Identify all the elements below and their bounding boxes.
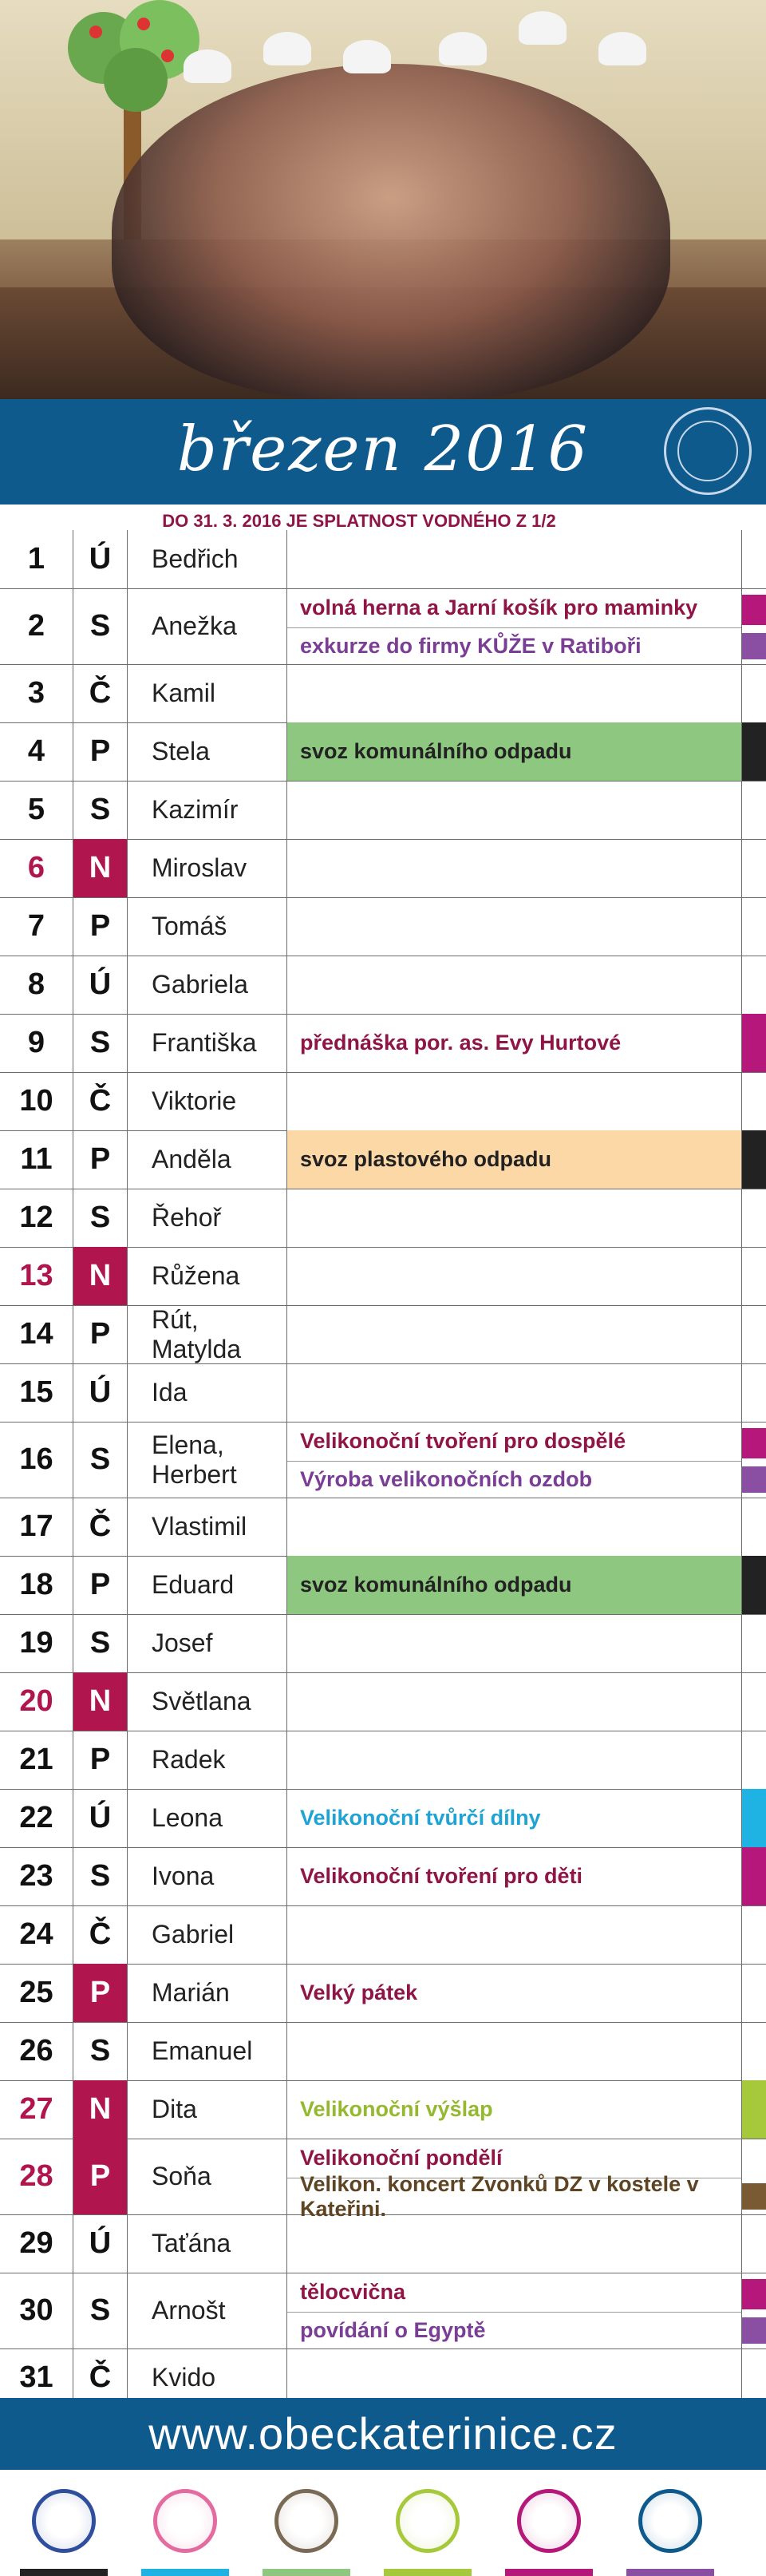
name-day: Gabriel: [128, 1905, 287, 1964]
weekday-letter: Č: [73, 1905, 128, 1964]
calendar-row: [0, 956, 766, 1015]
events-cell: [287, 1556, 742, 1614]
month-title: březen 2016: [176, 414, 590, 485]
events-cell: [287, 1964, 742, 2022]
logo-shape: [153, 2489, 217, 2553]
calendar-event: svoz komunálního odpadu: [287, 722, 741, 781]
school-logo-icon: [145, 2481, 225, 2561]
category-swatch: [742, 2279, 766, 2309]
name-day: Elena, Herbert: [128, 1422, 287, 1498]
weekday-letter: S: [73, 1189, 128, 1247]
category-color-cell: [742, 2139, 766, 2214]
events-cell: [287, 1672, 742, 1731]
name-day: Radek: [128, 1731, 287, 1789]
category-color-cell: [742, 1731, 766, 1789]
day-number: 4: [0, 722, 73, 781]
weekday-letter: Ú: [73, 956, 128, 1014]
day-number: 18: [0, 1556, 73, 1614]
category-color-cell: [742, 2080, 766, 2139]
day-number: 3: [0, 664, 73, 722]
name-day: Kvido: [128, 2348, 287, 2407]
weekday-letter: P: [73, 1731, 128, 1789]
weekday-letter: S: [73, 781, 128, 839]
category-color-cell: [742, 2214, 766, 2273]
category-color-cell: [742, 1247, 766, 1305]
calendar-row: [0, 897, 766, 956]
category-color-cell: [742, 839, 766, 897]
weekday-letter: S: [73, 1614, 128, 1672]
calendar-row: [0, 1247, 766, 1306]
day-number: 24: [0, 1905, 73, 1964]
calendar-row: [0, 2273, 766, 2349]
weekday-letter: P: [73, 1964, 128, 2022]
day-number: 14: [0, 1305, 73, 1363]
calendar-row: [0, 1789, 766, 1848]
category-color-cell: [742, 2022, 766, 2080]
calendar-row: [0, 722, 766, 782]
events-cell: [287, 1130, 742, 1189]
calendar-event: Velikonoční tvoření pro děti: [300, 1864, 583, 1888]
category-color-cell: [742, 1789, 766, 1847]
name-day: Dita: [128, 2080, 287, 2139]
day-number: 26: [0, 2022, 73, 2080]
calendar-row: [0, 1498, 766, 1557]
events-cell: [287, 722, 742, 781]
calendar-row: [0, 1614, 766, 1673]
chef-hat-icon: [343, 40, 391, 73]
calendar-row: [0, 2139, 766, 2221]
day-number: 25: [0, 1964, 73, 2022]
calendar-event: svoz komunálního odpadu: [287, 1556, 741, 1614]
day-number: 21: [0, 1731, 73, 1789]
name-day: Eduard: [128, 1556, 287, 1614]
weekday-letter: Ú: [73, 2214, 128, 2273]
events-cell: [287, 897, 742, 956]
events-cell: [287, 664, 742, 722]
weekday-letter: Ú: [73, 1789, 128, 1847]
weekday-letter: Č: [73, 1498, 128, 1556]
water-fee-notice: DO 31. 3. 2016 JE SPLATNOST VODNÉHO Z 1/2: [162, 511, 556, 531]
events-cell: [287, 1905, 742, 1964]
municipality-seal-icon: [664, 407, 752, 495]
day-number: 1: [0, 530, 73, 588]
category-color-cell: [742, 530, 766, 588]
weekday-letter: N: [73, 839, 128, 897]
category-color-cell: [742, 1964, 766, 2022]
category-color-cell: [742, 781, 766, 839]
calendar-event: Výroba velikonočních ozdob: [300, 1467, 593, 1491]
calendar-row: [0, 1072, 766, 1131]
name-day: Gabriela: [128, 956, 287, 1014]
events-cell: [287, 2273, 742, 2348]
name-day: Anežka: [128, 588, 287, 664]
calendar-row: [0, 1422, 766, 1498]
calendar-row: [0, 1672, 766, 1731]
calendar-event: tělocvična: [287, 2273, 741, 2313]
partner-logos: [0, 2470, 766, 2576]
logo-shape: [274, 2489, 338, 2553]
logo-color-bar: [505, 2569, 593, 2576]
name-day: Kamil: [128, 664, 287, 722]
name-day: Stela: [128, 722, 287, 781]
calendar-row: [0, 588, 766, 665]
name-day: Ivona: [128, 1847, 287, 1905]
category-color-cell: [742, 1672, 766, 1731]
logo-color-bar: [626, 2569, 714, 2576]
day-number: 10: [0, 1072, 73, 1130]
weekday-letter: N: [73, 1672, 128, 1731]
day-number: 17: [0, 1498, 73, 1556]
weekday-letter: Č: [73, 664, 128, 722]
category-color-cell: [742, 1130, 766, 1189]
calendar-row: [0, 1731, 766, 1790]
day-number: 28: [0, 2139, 73, 2214]
category-color-cell: [742, 1556, 766, 1614]
day-number: 22: [0, 1789, 73, 1847]
category-swatch: [742, 1466, 766, 1493]
category-color-cell: [742, 1422, 766, 1498]
category-swatch: [742, 633, 766, 659]
name-day: Soňa: [128, 2139, 287, 2214]
category-swatch: [742, 722, 766, 781]
name-day: Leona: [128, 1789, 287, 1847]
weekday-letter: Č: [73, 1072, 128, 1130]
day-number: 5: [0, 781, 73, 839]
day-number: 27: [0, 2080, 73, 2139]
name-day: Rút, Matylda: [128, 1305, 287, 1363]
weekday-letter: P: [73, 1305, 128, 1363]
name-day: Světlana: [128, 1672, 287, 1731]
name-day: Miroslav: [128, 839, 287, 897]
day-number: 15: [0, 1363, 73, 1422]
calendar-row: [0, 664, 766, 723]
chef-hat-icon: [598, 32, 646, 65]
name-day: Viktorie: [128, 1072, 287, 1130]
events-cell: [287, 781, 742, 839]
chef-hat-icon: [519, 11, 567, 45]
events-cell: [287, 1422, 742, 1498]
name-day: Marián: [128, 1964, 287, 2022]
events-cell: [287, 2022, 742, 2080]
day-number: 29: [0, 2214, 73, 2273]
name-day: Emanuel: [128, 2022, 287, 2080]
calendar-row: [0, 1905, 766, 1965]
coat-of-arms-icon: [24, 2481, 104, 2561]
chef-hat-icon: [439, 32, 487, 65]
events-cell: [287, 588, 742, 664]
weekday-letter: Ú: [73, 530, 128, 588]
category-swatch: [742, 2317, 766, 2344]
category-color-cell: [742, 2273, 766, 2348]
logo-color-bar: [384, 2569, 472, 2576]
chef-hat-icon: [184, 49, 231, 83]
day-number: 19: [0, 1614, 73, 1672]
category-color-cell: [742, 1498, 766, 1556]
weekday-letter: P: [73, 1556, 128, 1614]
name-day: Ida: [128, 1363, 287, 1422]
name-day: Arnošt: [128, 2273, 287, 2348]
events-cell: [287, 1847, 742, 1905]
name-day: Vlastimil: [128, 1498, 287, 1556]
name-day: Růžena: [128, 1247, 287, 1305]
weekday-letter: S: [73, 1014, 128, 1072]
calendar-row: [0, 1130, 766, 1189]
weekday-letter: S: [73, 588, 128, 664]
mother-center-logo-icon: [509, 2481, 589, 2561]
category-color-cell: [742, 1014, 766, 1072]
events-cell: [287, 1789, 742, 1847]
day-number: 13: [0, 1247, 73, 1305]
calendar-row: [0, 1363, 766, 1423]
category-color-cell: [742, 588, 766, 664]
events-cell: [287, 1305, 742, 1363]
month-header: [0, 399, 766, 505]
name-day: Taťána: [128, 2214, 287, 2273]
calendar-event: Velikonoční tvůrčí dílny: [300, 1806, 541, 1830]
weekday-letter: Ú: [73, 1363, 128, 1422]
weekday-letter: S: [73, 2022, 128, 2080]
calendar-event: přednáška por. as. Evy Hurtové: [300, 1031, 622, 1055]
day-number: 30: [0, 2273, 73, 2348]
events-cell: [287, 1498, 742, 1556]
weekday-letter: S: [73, 1847, 128, 1905]
day-number: 12: [0, 1189, 73, 1247]
day-number: 6: [0, 839, 73, 897]
calendar-event: povídání o Egyptě: [300, 2318, 486, 2342]
day-number: 11: [0, 1130, 73, 1189]
logo-color-bar: [263, 2569, 350, 2576]
name-day: Josef: [128, 1614, 287, 1672]
calendar-row: [0, 1014, 766, 1073]
day-number: 31: [0, 2348, 73, 2407]
calendar-row: [0, 1305, 766, 1364]
name-day: Řehoř: [128, 1189, 287, 1247]
events-cell: [287, 2080, 742, 2139]
logo-color-bar: [20, 2569, 108, 2576]
day-number: 16: [0, 1422, 73, 1498]
header-photo: [0, 0, 766, 399]
category-swatch: [742, 595, 766, 625]
calendar-row: [0, 2080, 766, 2139]
weekday-letter: S: [73, 1422, 128, 1498]
events-cell: [287, 1072, 742, 1130]
day-number: 23: [0, 1847, 73, 1905]
day-number: 7: [0, 897, 73, 956]
calendar-row: [0, 781, 766, 840]
category-color-cell: [742, 1847, 766, 1905]
events-cell: [287, 530, 742, 588]
category-color-cell: [742, 1614, 766, 1672]
chef-hat-icon: [263, 32, 311, 65]
category-color-cell: [742, 1905, 766, 1964]
website-link[interactable]: www.obeckaterinice.cz: [148, 2408, 618, 2459]
name-day: Tomáš: [128, 897, 287, 956]
category-swatch: [742, 1789, 766, 1847]
category-swatch: [742, 1428, 766, 1458]
events-cell: [287, 1614, 742, 1672]
calendar-event: Velký pátek: [300, 1980, 418, 2004]
weekday-letter: P: [73, 897, 128, 956]
tourist-logo-icon: [388, 2481, 468, 2561]
footer-band: [0, 2398, 766, 2470]
weekday-letter: Č: [73, 2348, 128, 2407]
logo-shape: [517, 2489, 581, 2553]
category-swatch: [742, 1130, 766, 1189]
calendar-event: Velikon. koncert Zvonků DZ v kostele v Kateřini.: [300, 2171, 699, 2221]
calendar-row: [0, 1847, 766, 1906]
calendar-event: Velikonoční výšlap: [300, 2097, 493, 2121]
senior-club-logo-icon: [630, 2481, 710, 2561]
logo-shape: [32, 2489, 96, 2553]
day-number: 9: [0, 1014, 73, 1072]
calendar-row: [0, 2022, 766, 2081]
calendar-event: exkurze do firmy KŮŽE v Ratiboři: [300, 634, 642, 658]
category-swatch: [742, 2080, 766, 2139]
name-day: Anděla: [128, 1130, 287, 1189]
category-color-cell: [742, 1072, 766, 1130]
day-number: 8: [0, 956, 73, 1014]
events-cell: [287, 1014, 742, 1072]
category-color-cell: [742, 1363, 766, 1422]
events-cell: [287, 2214, 742, 2273]
day-number: 20: [0, 1672, 73, 1731]
day-number: 2: [0, 588, 73, 664]
weekday-letter: N: [73, 2080, 128, 2139]
events-cell: [287, 956, 742, 1014]
events-cell: [287, 1363, 742, 1422]
name-day: Františka: [128, 1014, 287, 1072]
category-color-cell: [742, 664, 766, 722]
events-cell: [287, 1731, 742, 1789]
weekday-letter: N: [73, 1247, 128, 1305]
category-color-cell: [742, 1305, 766, 1363]
calendar-row: [0, 1556, 766, 1615]
logo-shape: [396, 2489, 460, 2553]
weekday-letter: P: [73, 722, 128, 781]
calendar-row: [0, 839, 766, 898]
weekday-letter: P: [73, 2139, 128, 2214]
weekday-letter: P: [73, 1130, 128, 1189]
calendar-row: [0, 530, 766, 589]
events-cell: [287, 2139, 742, 2221]
name-day: Kazimír: [128, 781, 287, 839]
calendar-row: [0, 1189, 766, 1248]
logo-color-bar: [141, 2569, 229, 2576]
calendar-event: Velikonoční pondělí: [287, 2139, 741, 2178]
category-color-cell: [742, 1189, 766, 1247]
photo-group: [112, 64, 670, 399]
calendar-event: volná herna a Jarní košík pro maminky: [287, 588, 741, 628]
weekday-letter: S: [73, 2273, 128, 2348]
calendar-row: [0, 1964, 766, 2023]
calendar-event: Velikonoční tvoření pro dospělé: [287, 1422, 741, 1462]
events-cell: [287, 839, 742, 897]
events-cell: [287, 1189, 742, 1247]
category-color-cell: [742, 897, 766, 956]
logo-shape: [638, 2489, 702, 2553]
calendar-row: [0, 2214, 766, 2273]
name-day: Bedřich: [128, 530, 287, 588]
category-color-cell: [742, 956, 766, 1014]
events-cell: [287, 1247, 742, 1305]
category-swatch: [742, 1847, 766, 1905]
category-swatch: [742, 1014, 766, 1072]
fire-brigade-logo-icon: [267, 2481, 346, 2561]
category-color-cell: [742, 722, 766, 781]
category-swatch: [742, 2183, 766, 2210]
category-swatch: [742, 1556, 766, 1614]
calendar-event: svoz plastového odpadu: [287, 1130, 741, 1189]
